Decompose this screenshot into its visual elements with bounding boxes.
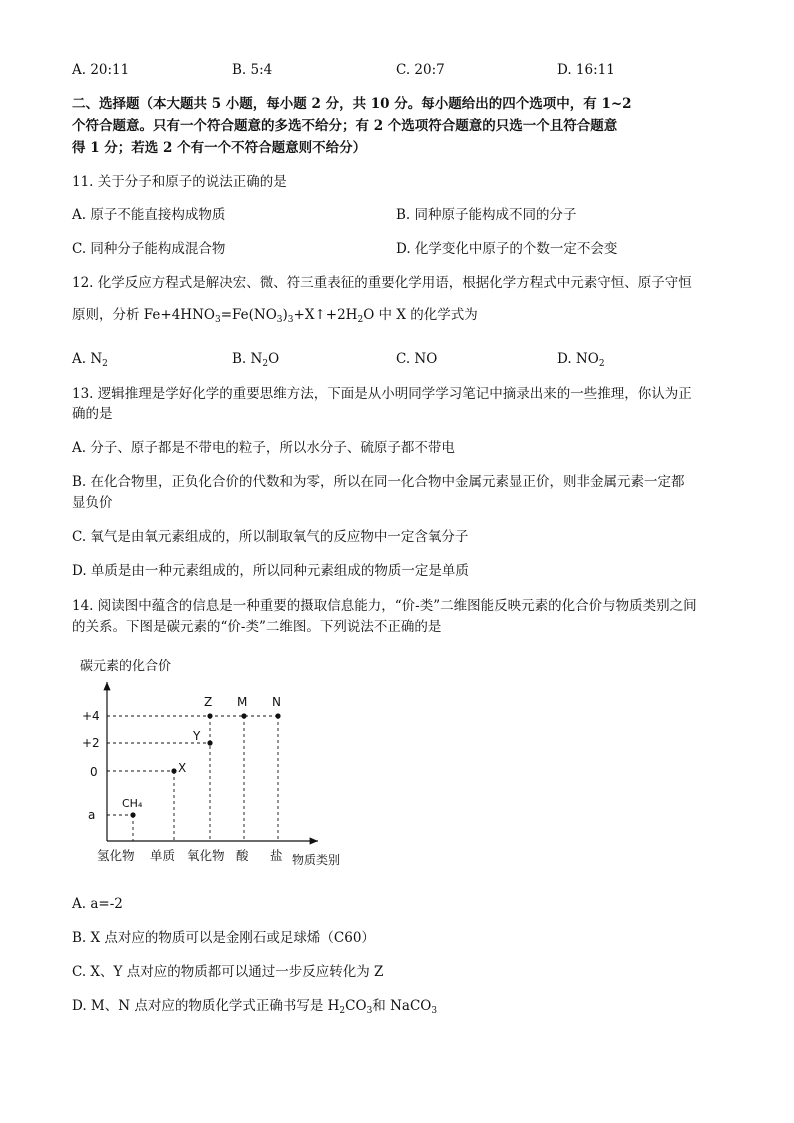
q12-option-c: C. NO xyxy=(396,351,438,367)
q10-option-c: C. 20:7 xyxy=(396,62,445,78)
y-tick-plus4: +4 xyxy=(82,709,100,723)
label-m: M xyxy=(237,695,248,709)
q13-option-c: C. 氧气是由氧元素组成的，所以制取氧气的反应物中一定含氧分子 xyxy=(72,529,469,545)
valence-category-chart xyxy=(62,652,362,874)
q14-option-b: B. X 点对应的物质可以是金刚石或足球烯（C60） xyxy=(72,930,375,946)
y-tick-a: a xyxy=(88,808,96,822)
q12-stem-line2: 原则，分析 $Fe+4HNO_3=Fe(NO_3)_3+X↑+2H_2O$ 中 X 的化学式为 xyxy=(72,307,478,325)
q10-option-a: A. 20:11 xyxy=(72,62,130,78)
q11-option-b: B. 同种原子能构成不同的分子 xyxy=(396,207,577,223)
point-x xyxy=(171,768,176,773)
point-m xyxy=(241,713,246,718)
q13-option-b-line1: B. 在化合物里，正负化合价的代数和为零，所以在同一化合物中金属元素显正价，则非金属元素一定都 xyxy=(72,474,685,490)
section-header-line1: 二、选择题（本大题共 5 小题，每小题 2 分，共 10 分。每小题给出的四个选项中，有 1~2 xyxy=(72,96,632,112)
q13-stem-line2: 确的是 xyxy=(72,406,113,422)
x-cat-element: 单质 xyxy=(150,848,176,863)
label-ch4: CH₄ xyxy=(122,797,143,810)
section-header-line2: 个符合题意。只有一个符合题意的多选不给分；有 2 个选项符合题意的只选一个且符合题意 xyxy=(72,118,618,134)
q12-stem-line1: 12. 化学反应方程式是解决宏、微、符三重表征的重要化学用语，根据化学方程式中元素守恒、原子守恒 xyxy=(72,275,692,291)
q10-option-b: B. 5:4 xyxy=(232,62,273,78)
chart-y-axis-label: 碳元素的化合价 xyxy=(80,659,172,674)
point-ch4 xyxy=(130,812,135,817)
label-z: Z xyxy=(204,695,213,709)
x-cat-oxide: 氧化物 xyxy=(187,848,225,863)
q10-option-d: D. 16:11 xyxy=(557,62,615,78)
q14-option-c: C. X、Y 点对应的物质都可以通过一步反应转化为 Z xyxy=(72,964,384,980)
q11-option-c: C. 同种分子能构成混合物 xyxy=(72,241,226,257)
q11-option-d: D. 化学变化中原子的个数一定不会变 xyxy=(396,241,618,257)
x-cat-acid: 酸 xyxy=(236,848,249,863)
y-tick-zero: 0 xyxy=(90,765,98,779)
label-y: Y xyxy=(193,729,201,743)
q13-option-b-line2: 显负价 xyxy=(72,495,113,511)
section-header-line3: 得 1 分；若选 2 个有一个不符合题意则不给分） xyxy=(72,140,367,156)
q11-option-a: A. 原子不能直接构成物质 xyxy=(72,207,226,223)
q12-option-a: A. $N_2$ xyxy=(72,351,108,369)
q14-stem-line2: 的关系。下图是碳元素的“价-类”二维图。下列说法不正确的是 xyxy=(72,619,442,635)
q13-option-a: A. 分子、原子都是不带电的粒子，所以水分子、硫原子都不带电 xyxy=(72,440,455,456)
q14-option-a: A. a=-2 xyxy=(72,896,123,912)
q14-stem-line1: 14. 阅读图中蕴含的信息是一种重要的摄取信息能力，“价-类”二维图能反映元素的化合价与物质类别之间 xyxy=(72,598,697,614)
point-n xyxy=(275,713,280,718)
point-z xyxy=(207,713,212,718)
chart-x-axis-label: 物质类别 xyxy=(292,853,341,867)
x-cat-salt: 盐 xyxy=(270,848,283,863)
q14-option-d: D. M、N 点对应的物质化学式正确书写是 $H_2CO_3$和 NaCO$_3$ xyxy=(72,998,438,1016)
x-cat-hydride: 氢化物 xyxy=(97,848,135,863)
q12-option-d: D. $NO_2$ xyxy=(557,351,605,369)
y-tick-plus2: +2 xyxy=(82,736,100,750)
q11-stem: 11. 关于分子和原子的说法正确的是 xyxy=(72,174,287,190)
label-x: X xyxy=(178,761,187,775)
q13-option-d: D. 单质是由一种元素组成的，所以同种元素组成的物质一定是单质 xyxy=(72,563,469,579)
point-y xyxy=(207,740,212,745)
q12-option-b: B. $N_2O$ xyxy=(232,351,280,369)
q13-stem-line1: 13. 逻辑推理是学好化学的重要思维方法，下面是从小明同学学习笔记中摘录出来的一些推理，你认为正 xyxy=(72,386,692,402)
label-n: N xyxy=(272,695,281,709)
